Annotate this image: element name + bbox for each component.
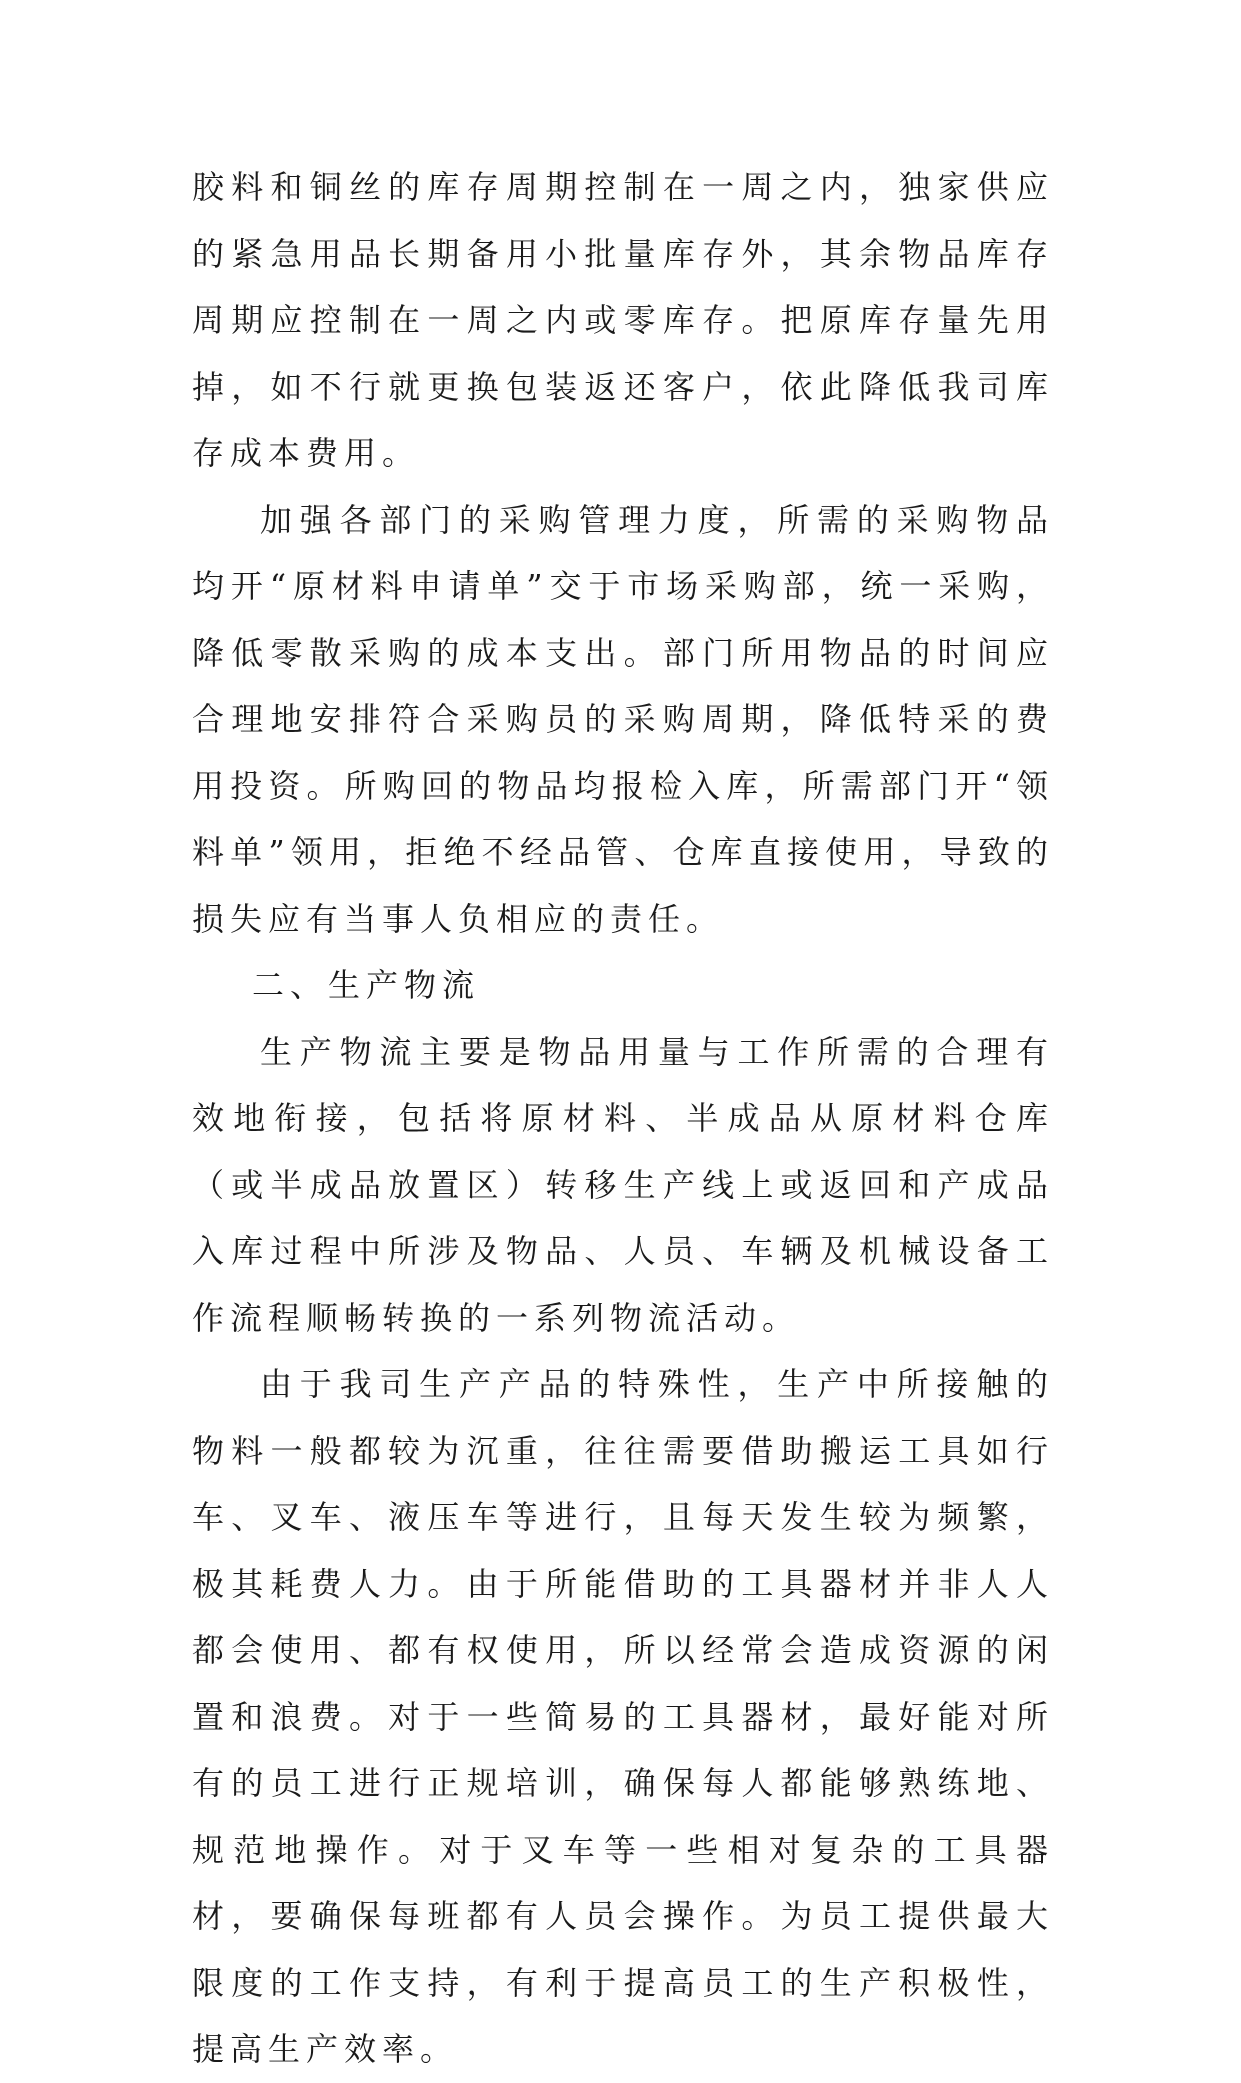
paragraph-equipment-training: 由于我司生产产品的特殊性，生产中所接触的物料一般都较为沉重，往往需要借助搬运工具如行车、叉车、液压车等进行，且每天发生较为频繁，极其耗费人力。由于所能借助的工具器材并非人人都会使用、都有权使用，所以经常会造成资源的闲置和浪费。对于一些简易的工具器材，最好能对所有的员工进行正规培训，确保每人都能够熟练地、规范地操作。对于叉车等一些相对复杂的工具器材，要确保每班都有人员会操作。为员工提供最大限度的工作支持，有利于提高员工的生产积极性，提高生产效率。 (192, 1365, 1054, 2068)
paragraph-procurement-management: 加强各部门的采购管理力度，所需的采购物品均开“原材料申请单”交于市场采购部，统一采购，降低零散采购的成本支出。部门所用物品的时间应合理地安排符合采购员的采购周期，降低特采的费用投资。所购回的物品均报检入库，所需部门开“领料单”领用，拒绝不经品管、仓库直接使用，导致的损失应有当事人负相应的责任。 (192, 500, 1054, 938)
document-body (192, 154, 1054, 2083)
paragraph-production-logistics-definition: 生产物流主要是物品用量与工作所需的合理有效地衔接，包括将原材料、半成品从原材料仓库（或半成品放置区）转移生产线上或返回和产成品入库过程中所涉及物品、人员、车辆及机械设备工作流程顺畅转换的一系列物流活动。 (192, 1032, 1054, 1337)
paragraph-inventory-cycle: 胶料和铜丝的库存周期控制在一周之内，独家供应的紧急用品长期备用小批量库存外，其余物品库存周期应控制在一周之内或零库存。把原库存量先用掉，如不行就更换包装返还客户，依此降低我司库存成本费用。 (192, 168, 1054, 472)
section-heading-production-logistics: 二、生产物流 (252, 966, 481, 1004)
